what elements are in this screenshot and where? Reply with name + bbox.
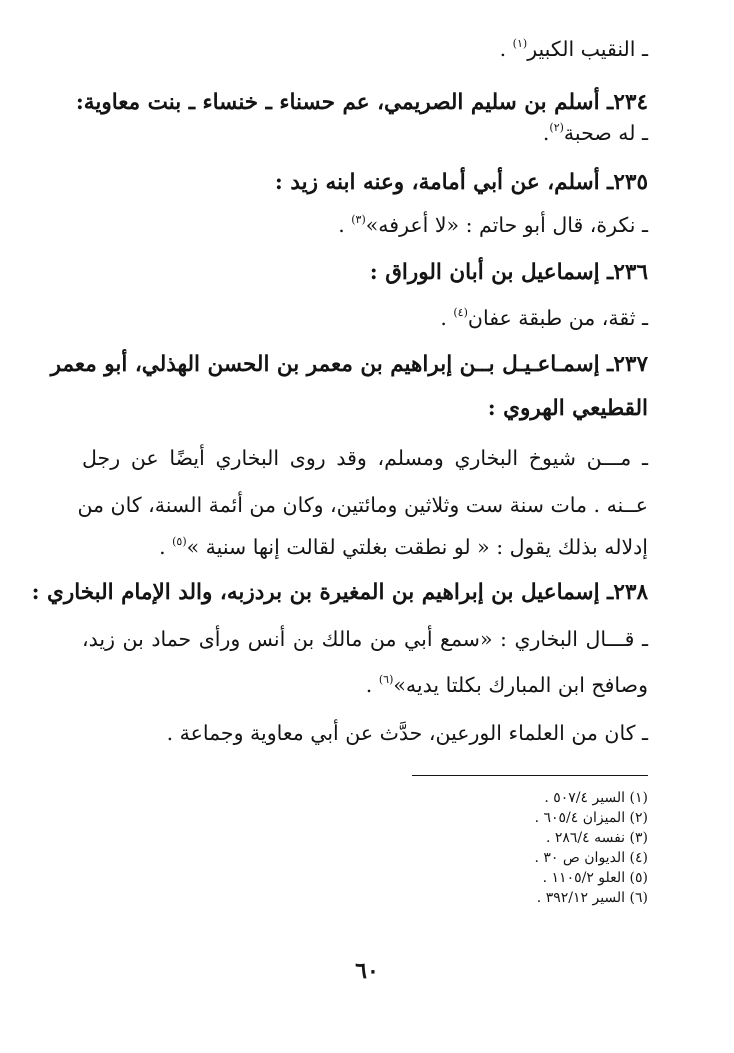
footnote-separator — [412, 775, 648, 776]
footnote-ref-5: (٥) — [172, 535, 187, 548]
footnote-ref-1: (١) — [512, 37, 528, 50]
footnote-2: (٢) الميزان ٦٠٥/٤ . — [534, 810, 648, 826]
footnote-5: (٥) العلو ١١٠٥/٢ . — [542, 870, 648, 886]
footnote-ref-3: (٣) — [351, 213, 366, 226]
footnote-1: (١) السير ٥٠٧/٤ . — [544, 790, 648, 806]
entry-235-note: ـ نكرة، قال أبو حاتم : «لا أعرفه»$^{(٣)}$ . — [338, 213, 648, 237]
entry-234-heading: ٢٣٤ـ أسلم بن سليم الصريمي، عم حسناء ـ خنساء ـ بنت معاوية: — [75, 90, 648, 115]
entry-237-body-1: ـ مـــن شيوخ البخاري ومسلم، وقد روى البخاري أيضًا عن رجل — [82, 446, 648, 470]
footnote-ref-4: (٤) — [453, 306, 468, 319]
footnote-ref-2: (٢) — [549, 121, 564, 134]
entry-236-note: ـ ثقة، من طبقة عفان$^{(٤)}$ . — [440, 306, 648, 330]
entry-233-tail: ـ النقيب الكبير$^{(١)}$ . — [499, 37, 648, 61]
entry-235-heading: ٢٣٥ـ أسلم، عن أبي أمامة، وعنه ابنه زيد : — [274, 170, 648, 195]
page-number: ٦٠ — [355, 958, 379, 984]
footnote-ref-6: (٦) — [378, 673, 394, 686]
footnote-3: (٣) نفسه ٢٨٦/٤ . — [545, 830, 648, 846]
entry-238-body-3: ـ كان من العلماء الورعين، حدَّث عن أبي معاوية وجماعة . — [166, 721, 648, 745]
entry-238-body-1: ـ قـــال البخاري : «سمع أبي من مالك بن أنس ورأى حماد بن زيد، — [82, 627, 648, 651]
entry-234-note: ـ له صحبة$^{(٢)}$. — [542, 121, 648, 145]
footnote-6: (٦) السير ٣٩٢/١٢ . — [536, 890, 648, 906]
entry-238-body-2: وصافح ابن المبارك بكلتا يديه»$^{(٦)}$ . — [365, 673, 648, 697]
entry-238-heading: ٢٣٨ـ إسماعيل بن إبراهيم بن المغيرة بن بردزبه، والد الإمام البخاري : — [31, 580, 648, 605]
entry-237-heading: ٢٣٧ـ إسمـاعـيـل بــن إبراهيم بن معمر بن الحسن الهذلي، أبو معمر — [50, 352, 648, 377]
footnote-4: (٤) الديوان ص ٣٠ . — [534, 850, 648, 866]
entry-237-heading-cont: القطيعي الهروي : — [487, 396, 648, 421]
entry-236-heading: ٢٣٦ـ إسماعيل بن أبان الوراق : — [369, 260, 648, 285]
entry-237-body-2: عــنه . مات سنة ست وثلاثين ومائتين، وكان من أئمة السنة، كان من — [77, 493, 648, 517]
entry-237-body-3: إدلاله بذلك يقول : « لو نطقت بغلتي لقالت إنها سنية »$^{(٥)}$ . — [159, 535, 648, 559]
